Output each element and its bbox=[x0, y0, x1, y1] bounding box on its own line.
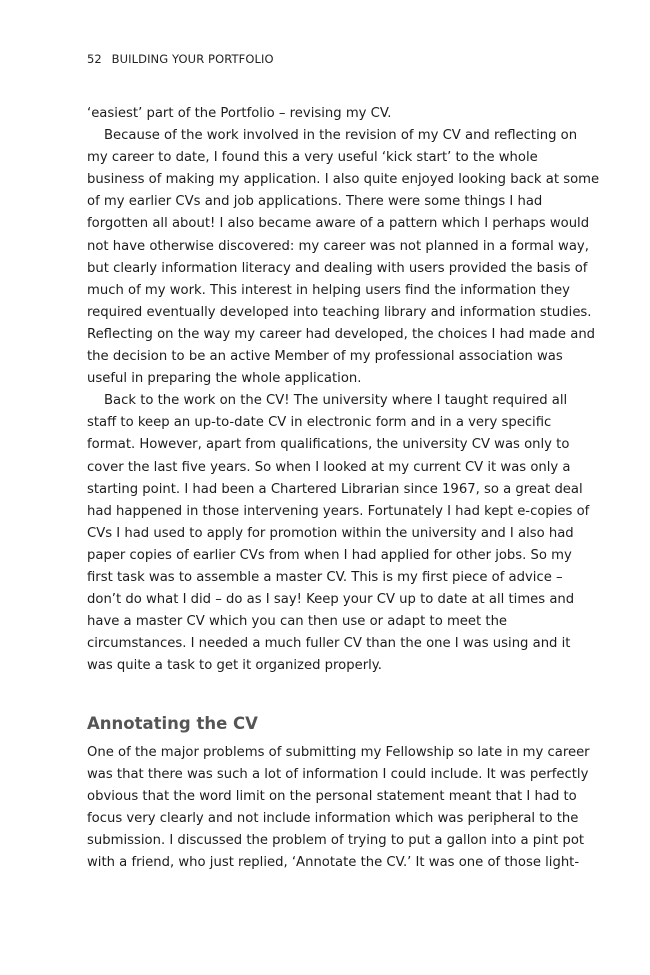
text-line: starting point. I had been a Chartered Librarian since 1967, so a great deal bbox=[87, 481, 583, 497]
text-line: Because of the work involved in the revision of my CV and reflecting on bbox=[104, 128, 578, 144]
text-line: had happened in those intervening years. Fortunately I had kept e-copies of bbox=[87, 503, 590, 519]
text-line: cover the last five years. So when I looked at my current CV it was only a bbox=[87, 459, 571, 475]
text-line: circumstances. I needed a much fuller CV than the one I was using and it bbox=[87, 636, 571, 652]
text-line: was quite a task to get it organized properly. bbox=[87, 658, 382, 674]
text-line: staff to keep an up-to-date CV in electronic form and in a very specific bbox=[87, 415, 552, 431]
text-line: don’t do what I did – do as I say! Keep your CV up to date at all times and bbox=[87, 592, 575, 608]
text-line: forgotten all about! I also became aware of a pattern which I perhaps would bbox=[87, 216, 590, 232]
text-line: useful in preparing the whole application. bbox=[87, 371, 362, 387]
text-line: the decision to be an active Member of my professional association was bbox=[87, 349, 563, 365]
text-line: not have otherwise discovered: my career was not planned in a formal way, bbox=[87, 238, 589, 254]
paragraph bbox=[87, 125, 600, 390]
text-line: business of making my application. I also quite enjoyed looking back at some bbox=[87, 172, 600, 188]
running-head bbox=[87, 52, 274, 66]
text-line: CVs I had used to apply for promotion within the university and I also had bbox=[87, 525, 574, 541]
section-heading: Annotating the CV bbox=[87, 714, 258, 733]
body-text bbox=[87, 103, 600, 677]
text-line: focus very clearly and not include information which was peripheral to the bbox=[87, 811, 579, 827]
text-line: One of the major problems of submitting my Fellowship so late in my career bbox=[87, 745, 590, 760]
text-line: was that there was such a lot of information I could include. It was perfectly bbox=[87, 767, 589, 783]
text-line: first task was to assemble a master CV. This is my first piece of advice – bbox=[87, 569, 563, 585]
text-line: Reflecting on the way my career had developed, the choices I had made and bbox=[87, 326, 596, 342]
paragraph bbox=[87, 742, 590, 875]
text-line: obvious that the word limit on the personal statement meant that I had to bbox=[87, 789, 577, 805]
text-line: Back to the work on the CV! The university where I taught required all bbox=[104, 393, 568, 409]
text-line: format. However, apart from qualifications, the university CV was only to bbox=[87, 437, 570, 453]
text-line: with a friend, who just replied, ‘Annotate the CV.’ It was one of those light- bbox=[87, 855, 580, 871]
text-line: paper copies of earlier CVs from when I had applied for other jobs. So my bbox=[87, 547, 572, 563]
text-line: submission. I discussed the problem of trying to put a gallon into a pint pot bbox=[87, 833, 585, 849]
text-line: of my earlier CVs and job applications. There were some things I had bbox=[87, 194, 543, 210]
text-line: ‘easiest’ part of the Portfolio – revising my CV. bbox=[87, 106, 392, 121]
paragraph bbox=[87, 390, 590, 677]
text-line: required eventually developed into teaching library and information studies. bbox=[87, 304, 592, 320]
text-line: have a master CV which you can then use or adapt to meet the bbox=[87, 614, 508, 630]
text-line: my career to date, I found this a very useful ‘kick start’ to the whole bbox=[87, 150, 538, 166]
running-head-title: BUILDING YOUR PORTFOLIO bbox=[111, 52, 274, 66]
text-line: much of my work. This interest in helping users find the information they bbox=[87, 282, 570, 298]
text-line: but clearly information literacy and dealing with users provided the basis of bbox=[87, 260, 588, 276]
paragraph bbox=[87, 103, 587, 125]
page-number: 52 bbox=[87, 52, 102, 66]
section-body bbox=[87, 742, 590, 875]
